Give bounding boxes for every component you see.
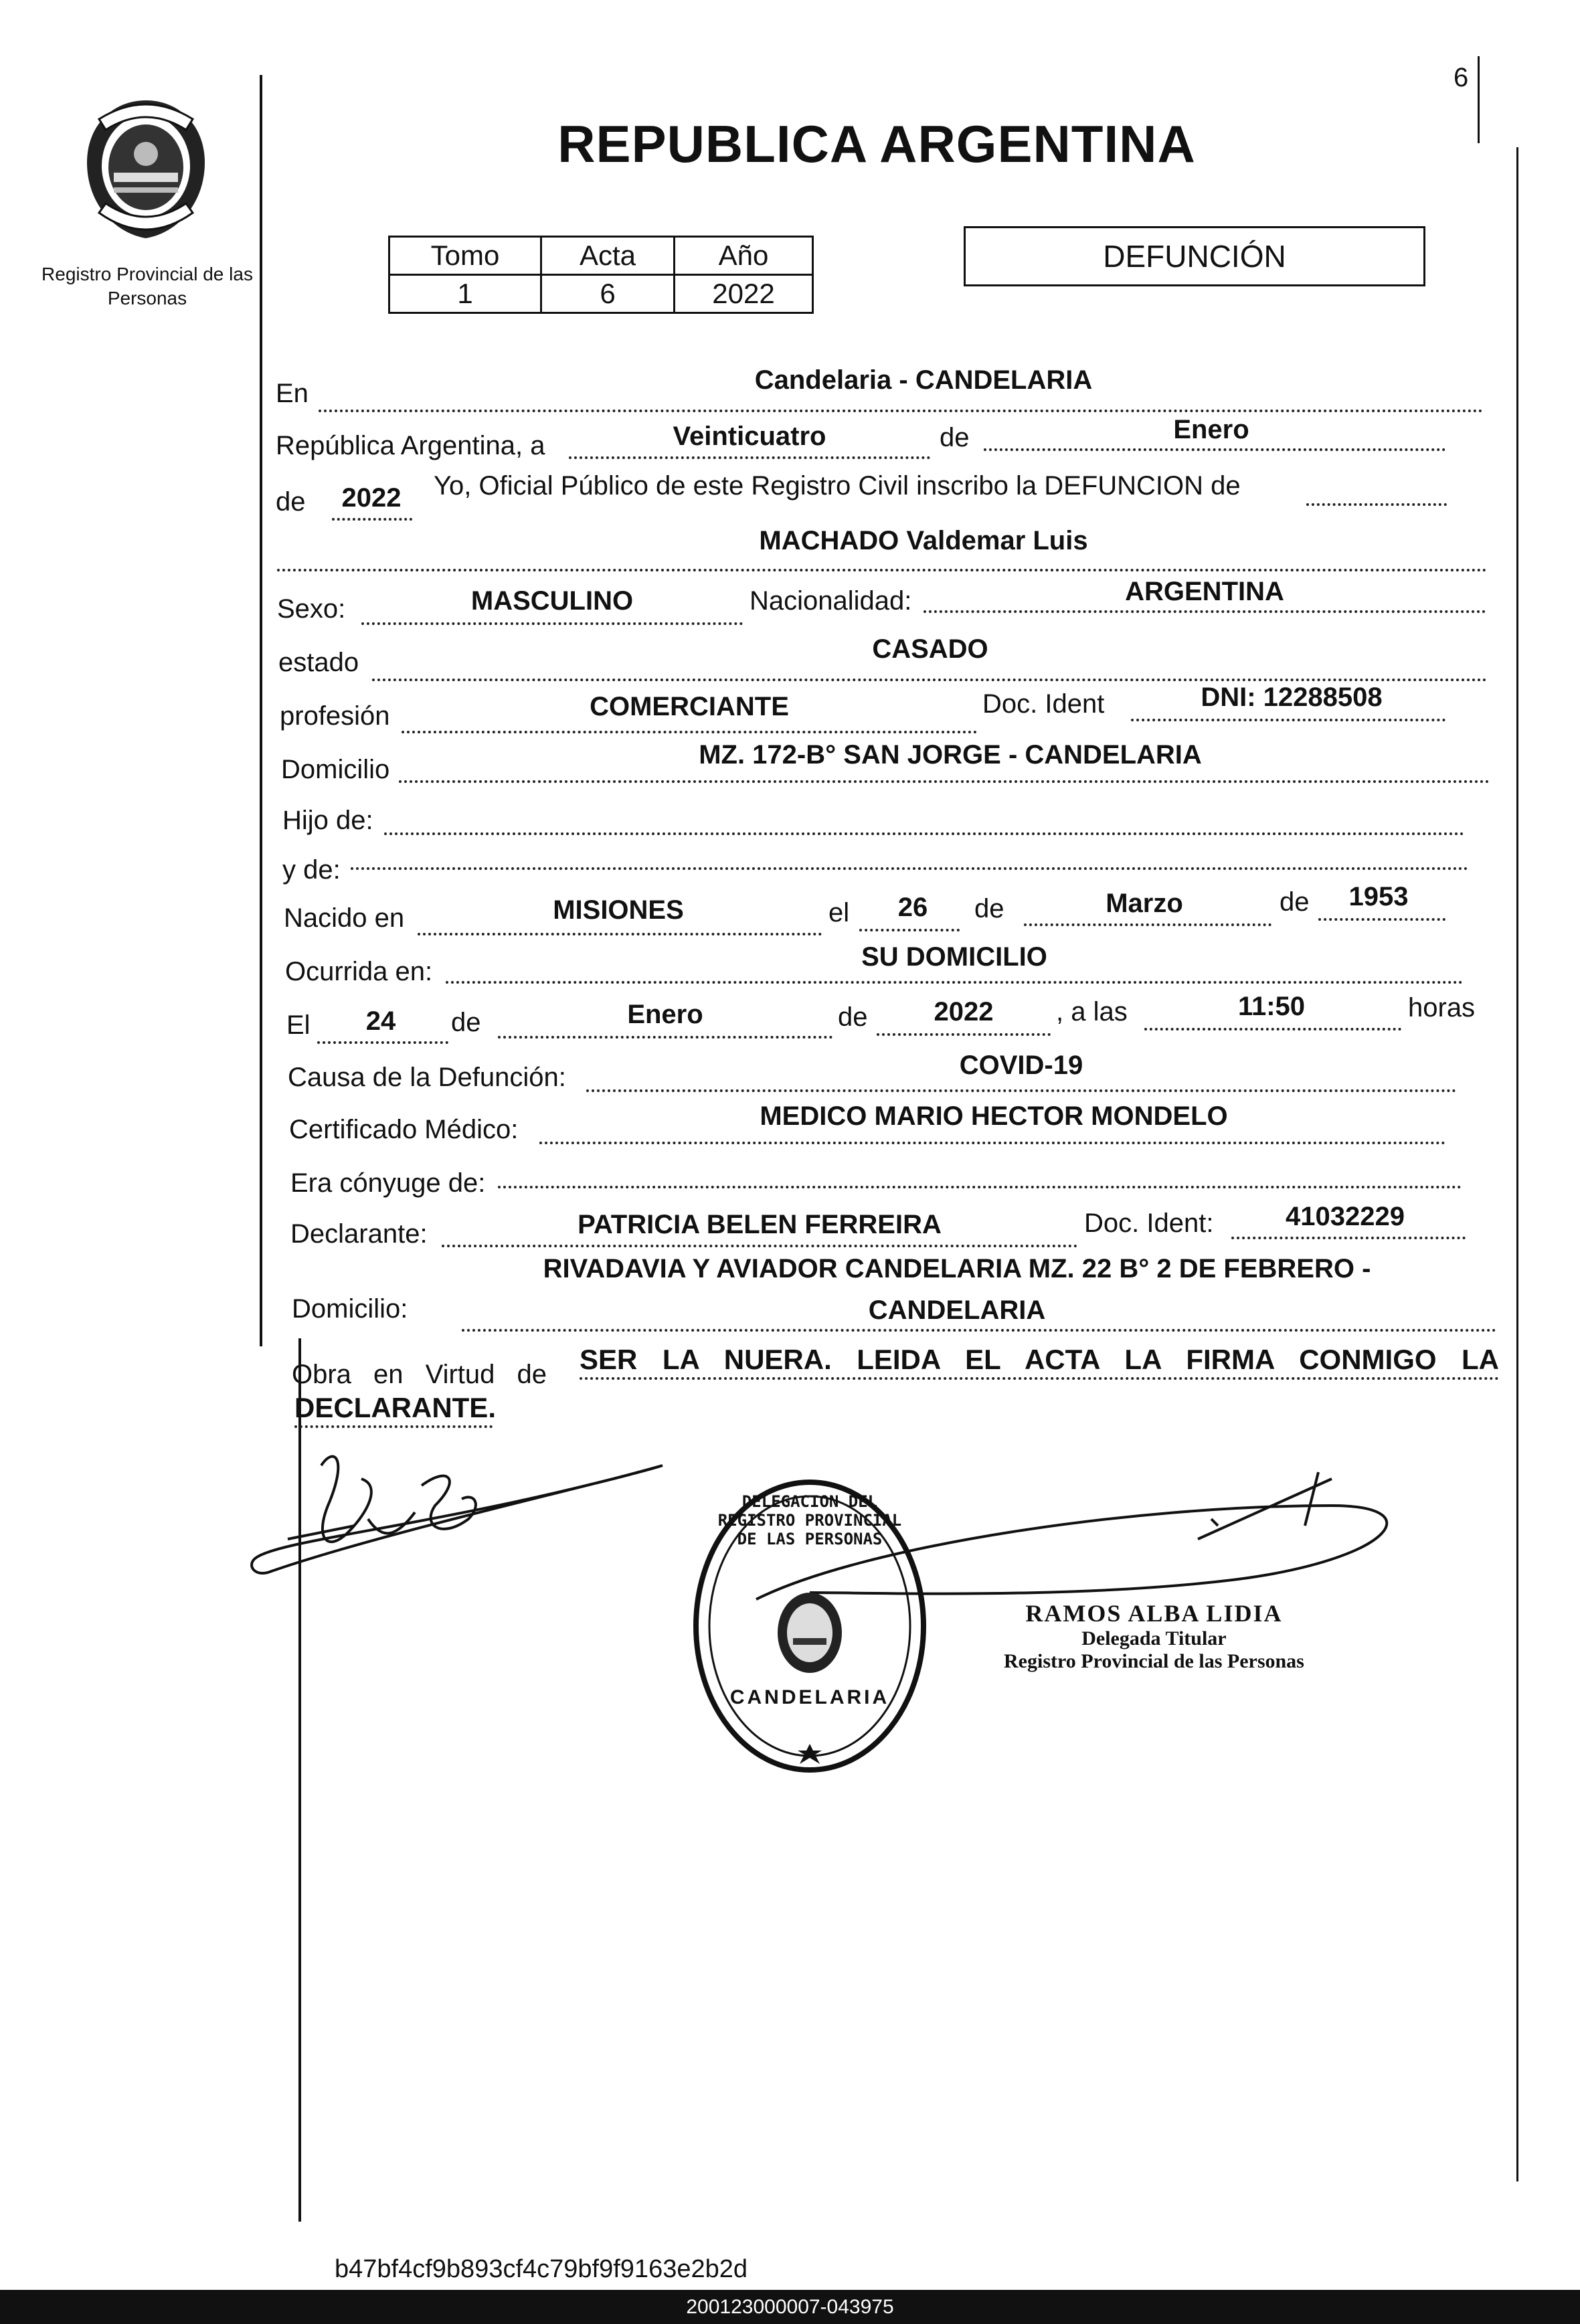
declarante-label: Declarante:	[290, 1219, 428, 1249]
profesion-value: COMERCIANTE	[590, 692, 789, 721]
nac-de1: de	[974, 894, 1004, 923]
nac-mes: Marzo	[1106, 889, 1183, 918]
signer-block	[1004, 1599, 1304, 1673]
dia-value: Veinticuatro	[673, 422, 826, 451]
nacionalidad-value: ARGENTINA	[1125, 577, 1284, 606]
dotted-line	[446, 981, 1463, 984]
dotted-line	[1231, 1237, 1466, 1239]
def-anio: 2022	[934, 997, 994, 1026]
footer-code-bar	[0, 2290, 1580, 2324]
en-label: En	[276, 379, 309, 408]
doc2-value: 41032229	[1286, 1202, 1405, 1231]
conyuge-label: Era cónyuge de:	[290, 1168, 486, 1198]
domicilio-value: MZ. 172-B° SAN JORGE - CANDELARIA	[699, 740, 1202, 770]
doc-label: Doc. Ident	[982, 689, 1105, 719]
signer-role: Delegada Titular	[1081, 1627, 1227, 1649]
stamp-center-text: CANDELARIA	[729, 1686, 890, 1708]
dotted-line	[1131, 719, 1445, 721]
causa-label: Causa de la Defunción:	[288, 1063, 566, 1092]
de-label: de	[940, 423, 970, 452]
dotted-line	[498, 1186, 1462, 1188]
dotted-line	[442, 1245, 1077, 1247]
causa-value: COVID-19	[959, 1051, 1083, 1080]
tomo-value: 1	[389, 275, 541, 313]
hijo-label: Hijo de:	[282, 806, 373, 835]
acta-table	[388, 236, 814, 314]
acta-value: 6	[541, 275, 675, 313]
dotted-line	[294, 1425, 493, 1428]
dotted-line	[361, 622, 743, 625]
dotted-line	[984, 448, 1445, 451]
domicilio2-label: Domicilio:	[292, 1294, 408, 1324]
doc2-label: Doc. Ident:	[1084, 1209, 1214, 1238]
dotted-line	[586, 1089, 1456, 1092]
anio-inscripcion: 2022	[341, 483, 402, 513]
dotted-line	[877, 1033, 1051, 1036]
declarant-signature	[248, 1439, 676, 1579]
mes-value: Enero	[1173, 415, 1249, 444]
acta-header: Acta	[541, 237, 675, 275]
def-mes: Enero	[627, 1000, 703, 1029]
dotted-line	[384, 832, 1464, 835]
estado-value: CASADO	[872, 634, 988, 664]
nac-anio: 1953	[1348, 882, 1409, 911]
republica-label: República Argentina, a	[276, 431, 545, 460]
left-margin-rule	[260, 75, 262, 1346]
dotted-line	[859, 929, 960, 931]
alas-label: , a las	[1056, 997, 1128, 1026]
dotted-line	[539, 1142, 1445, 1144]
dotted-line	[498, 1036, 832, 1039]
dotted-line	[277, 569, 1487, 571]
nombre-value: MACHADO Valdemar Luis	[759, 526, 1088, 555]
dotted-line	[399, 780, 1490, 783]
nacionalidad-label: Nacionalidad:	[750, 586, 912, 616]
dotted-line	[418, 933, 822, 935]
def-dia: 24	[365, 1006, 396, 1036]
dotted-line	[1144, 1028, 1401, 1031]
footer-code: 200123000007-043975	[686, 2296, 894, 2318]
ocurrida-value: SU DOMICILIO	[861, 942, 1047, 972]
dotted-line	[372, 679, 1487, 681]
stamp-ring-text: DELEGACION DEL REGISTRO PROVINCIAL DE LAS PERSONAS	[717, 1492, 902, 1548]
domicilio2-line1: RIVADAVIA Y AVIADOR CANDELARIA MZ. 22 B° 2 DE FEBRERO -	[543, 1254, 1371, 1283]
certificado-label: Certificado Médico:	[289, 1115, 519, 1144]
anio-value: 2022	[675, 275, 813, 313]
def-de1: de	[451, 1008, 481, 1037]
estado-label: estado	[278, 648, 359, 677]
certificado-value: MEDICO MARIO HECTOR MONDELO	[760, 1101, 1228, 1131]
ocurrida-label: Ocurrida en:	[285, 957, 433, 986]
el-label: el	[828, 898, 850, 927]
dotted-line	[1024, 923, 1271, 926]
dotted-line	[1306, 503, 1447, 506]
document-title: REPUBLICA ARGENTINA	[557, 114, 1196, 173]
dotted-line	[1318, 918, 1445, 921]
domicilio-label: Domicilio	[281, 755, 390, 784]
en-value: Candelaria - CANDELARIA	[754, 365, 1093, 395]
tomo-header: Tomo	[389, 237, 541, 275]
obra-label: Obra en Virtud de	[292, 1360, 547, 1389]
domicilio2-line2: CANDELARIA	[868, 1295, 1046, 1325]
right-margin-rule-lower	[1516, 147, 1518, 2181]
dotted-line	[317, 1041, 448, 1044]
hora-value: 11:50	[1237, 992, 1306, 1021]
el2-label: El	[286, 1010, 311, 1040]
anio-header: Año	[675, 237, 813, 275]
profesion-label: profesión	[280, 701, 390, 731]
declarante-value: PATRICIA BELEN FERREIRA	[578, 1210, 942, 1239]
signer-name: RAMOS ALBA LIDIA	[1025, 1600, 1283, 1627]
sexo-label: Sexo:	[277, 594, 346, 624]
inscribo-text: Yo, Oficial Público de este Registro Civil inscribo la DEFUNCION de	[434, 471, 1241, 501]
signer-office: Registro Provincial de las Personas	[1004, 1650, 1304, 1672]
nac-de2: de	[1280, 887, 1310, 917]
obra-value-1: SER LA NUERA. LEIDA EL ACTA LA FIRMA CONMIGO LA	[580, 1344, 1499, 1375]
doc-value: DNI: 12288508	[1201, 683, 1383, 712]
dotted-line	[332, 518, 412, 521]
dotted-line	[351, 867, 1468, 870]
def-de2: de	[838, 1002, 868, 1032]
yde-label: y de:	[282, 855, 341, 885]
nacido-value: MISIONES	[553, 895, 684, 925]
page-number: 6	[1454, 63, 1469, 92]
horas-label: horas	[1408, 993, 1476, 1022]
dotted-line	[569, 456, 930, 459]
act-type-box: DEFUNCIÓN	[964, 226, 1425, 286]
de-label-2: de	[276, 487, 306, 517]
nac-dia: 26	[897, 893, 928, 922]
document-hash: b47bf4cf9b893cf4c79bf9f9163e2b2d	[335, 2255, 748, 2283]
dotted-line	[402, 731, 977, 733]
dotted-line	[319, 410, 1483, 412]
dotted-line	[580, 1377, 1499, 1380]
dotted-line	[924, 610, 1486, 613]
dotted-line	[462, 1329, 1496, 1332]
registry-name: Registro Provincial de las Personas	[41, 264, 253, 308]
obra-value-2: DECLARANTE.	[294, 1392, 496, 1423]
nacido-label: Nacido en	[284, 903, 405, 933]
sexo-value: MASCULINO	[470, 586, 634, 616]
